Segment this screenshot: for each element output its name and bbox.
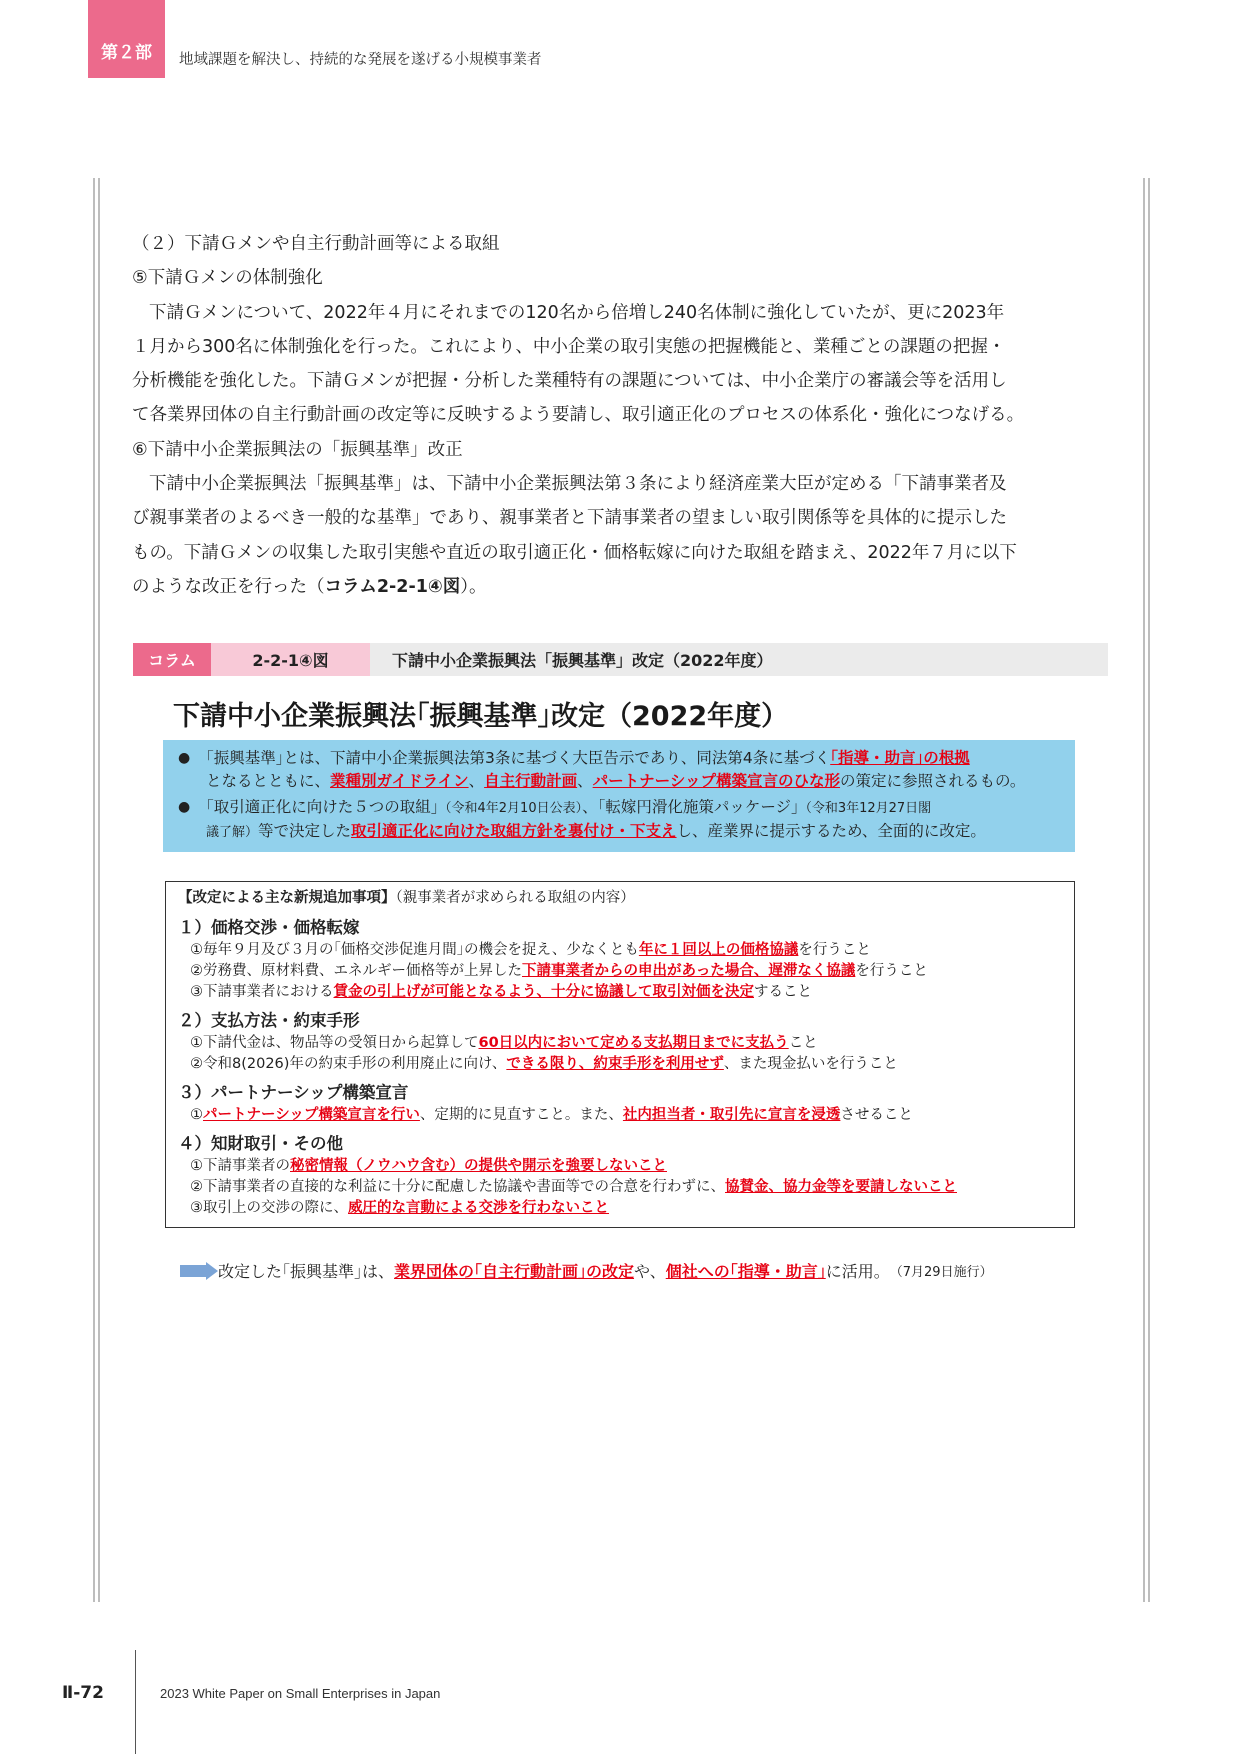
additions-item: ②労務費、原材料費、エネルギー価格等が上昇した下請事業者からの申出があった場合、遅滞なく協議を行うこと xyxy=(190,963,928,979)
additions-item: ②下請事業者の直接的な利益に十分に配慮した協議や書面等での合意を行わずに、協賛金、協力金等を要請しないこと xyxy=(190,1179,957,1195)
page-number: Ⅱ-72 xyxy=(62,1683,104,1703)
conclusion-line: 改定した｢振興基準｣は、 業界団体の｢自主行動計画｣の改定 や、 個社への｢指導・助言｣ に活用。 （7月29日施行） xyxy=(180,1259,993,1282)
right-arrow-icon xyxy=(180,1262,218,1280)
footer-divider xyxy=(135,1650,136,1754)
additions-item: ①パートナーシップ構築宣言を行い、定期的に見直すこと。また、社内担当者・取引先に宣言を浸透させること xyxy=(190,1107,913,1123)
footer-title: 2023 White Paper on Small Enterprises in Japan xyxy=(160,1686,441,1701)
figure-number: 2-2-1④図 xyxy=(211,643,370,676)
figure-title: 下請中小企業振興法｢振興基準｣改定（2022年度） xyxy=(173,701,789,732)
left-margin-line xyxy=(93,178,95,1602)
column-title: 下請中小企業振興法「振興基準」改定（2022年度） xyxy=(392,651,773,670)
left-margin-line xyxy=(98,178,100,1602)
additions-item: ③下請事業者における賃金の引上げが可能となるよう、十分に協議して取引対価を決定すること xyxy=(190,984,812,1000)
part-label: 第２部 xyxy=(88,0,165,78)
column-tag: コラム xyxy=(133,643,211,676)
summary-bullet: ● ｢振興基準｣とは、下請中小企業振興法第3条に基づく大臣告示であり、同法第4条に基づく｢指導・助言｣の根拠 となるとともに、業種別ガイドライン、自主行動計画、パートナーシップ構築宣言のひな形の策定に参照されるもの。 xyxy=(178,747,1065,793)
additions-heading: 【改定による主な新規追加事項】（親事業者が求められる取組の内容） xyxy=(178,890,635,906)
paragraph-line: １月から300名に体制強化を行った。これにより、中小企業の取引実態の把握機能と、業種ごとの課題の把握・ xyxy=(132,336,1006,357)
additions-item: ①毎年９月及び３月の｢価格交渉促進月間｣の機会を捉え、少なくとも年に１回以上の価格協議を行うこと xyxy=(190,942,871,958)
paragraph-line: 下請中小企業振興法「振興基準」は、下請中小企業振興法第３条により経済産業大臣が定める「下請事業者及 xyxy=(149,474,1007,495)
additions-item: ③取引上の交渉の際に、威圧的な言動による交渉を行わないこと xyxy=(190,1200,609,1216)
subsection-heading: ⑤下請Ｇメンの体制強化 xyxy=(132,268,323,289)
additions-item: ②令和8(2026)年の約束手形の利用廃止に向け、できる限り、約束手形を利用せず、また現金払いを行うこと xyxy=(190,1056,898,1072)
paragraph-line: もの。下請Ｇメンの収集した取引実態や直近の取引適正化・価格転嫁に向けた取組を踏まえ、2022年７月に以下 xyxy=(132,542,1017,563)
additions-section: １）価格交渉・価格転嫁 xyxy=(178,918,360,937)
right-margin-line xyxy=(1143,178,1145,1602)
right-margin-line xyxy=(1148,178,1150,1602)
additions-item: ①下請代金は、物品等の受領日から起算して60日以内において定める支払期日までに支払うこと xyxy=(190,1035,818,1051)
paragraph-line: 分析機能を強化した。下請Ｇメンが把握・分析した業種特有の課題については、中小企業庁の審議会等を活用し xyxy=(132,371,1007,392)
paragraph-line: のような改正を行った（コラム2-2-1④図）。 xyxy=(132,576,487,597)
paragraph-line: び親事業者のよるべき一般的な基準」であり、親事業者と下請事業者の望ましい取引関係等を具体的に提示した xyxy=(132,508,1007,529)
summary-bullet: ● ｢取引適正化に向けた５つの取組｣（令和4年2月10日公表）、｢転嫁円滑化施策パッケージ｣（令和3年12月27日閣 議了解）等で決定した取引適正化に向けた取組方針を裏付け・下支えし、産業界に提示するため、全面的に改定。 xyxy=(178,796,1065,844)
additions-box xyxy=(165,881,1075,1228)
additions-section: ４）知財取引・その他 xyxy=(178,1134,343,1153)
part-title: 地域課題を解決し、持続的な発展を遂げる小規模事業者 xyxy=(179,52,542,68)
column-header xyxy=(133,643,1108,676)
subsection-heading: ⑥下請中小企業振興法の「振興基準」改正 xyxy=(132,439,463,460)
additions-item: ①下請事業者の秘密情報（ノウハウ含む）の提供や開示を強要しないこと xyxy=(190,1158,667,1174)
figure-reference: コラム2-2-1④図 xyxy=(324,576,461,597)
paragraph-line: て各業界団体の自主行動計画の改定等に反映するよう要請し、取引適正化のプロセスの体系化・強化につなげる。 xyxy=(132,405,1025,426)
summary-box xyxy=(163,740,1075,852)
section-heading: （２）下請Ｇメンや自主行動計画等による取組 xyxy=(132,234,500,254)
additions-section: ２）支払方法・約束手形 xyxy=(178,1011,360,1030)
additions-section: ３）パートナーシップ構築宣言 xyxy=(178,1083,409,1102)
paragraph-line: 下請Ｇメンについて、2022年４月にそれまでの120名から倍増し240名体制に強化していたが、更に2023年 xyxy=(149,302,1005,323)
body-text xyxy=(132,227,1112,604)
